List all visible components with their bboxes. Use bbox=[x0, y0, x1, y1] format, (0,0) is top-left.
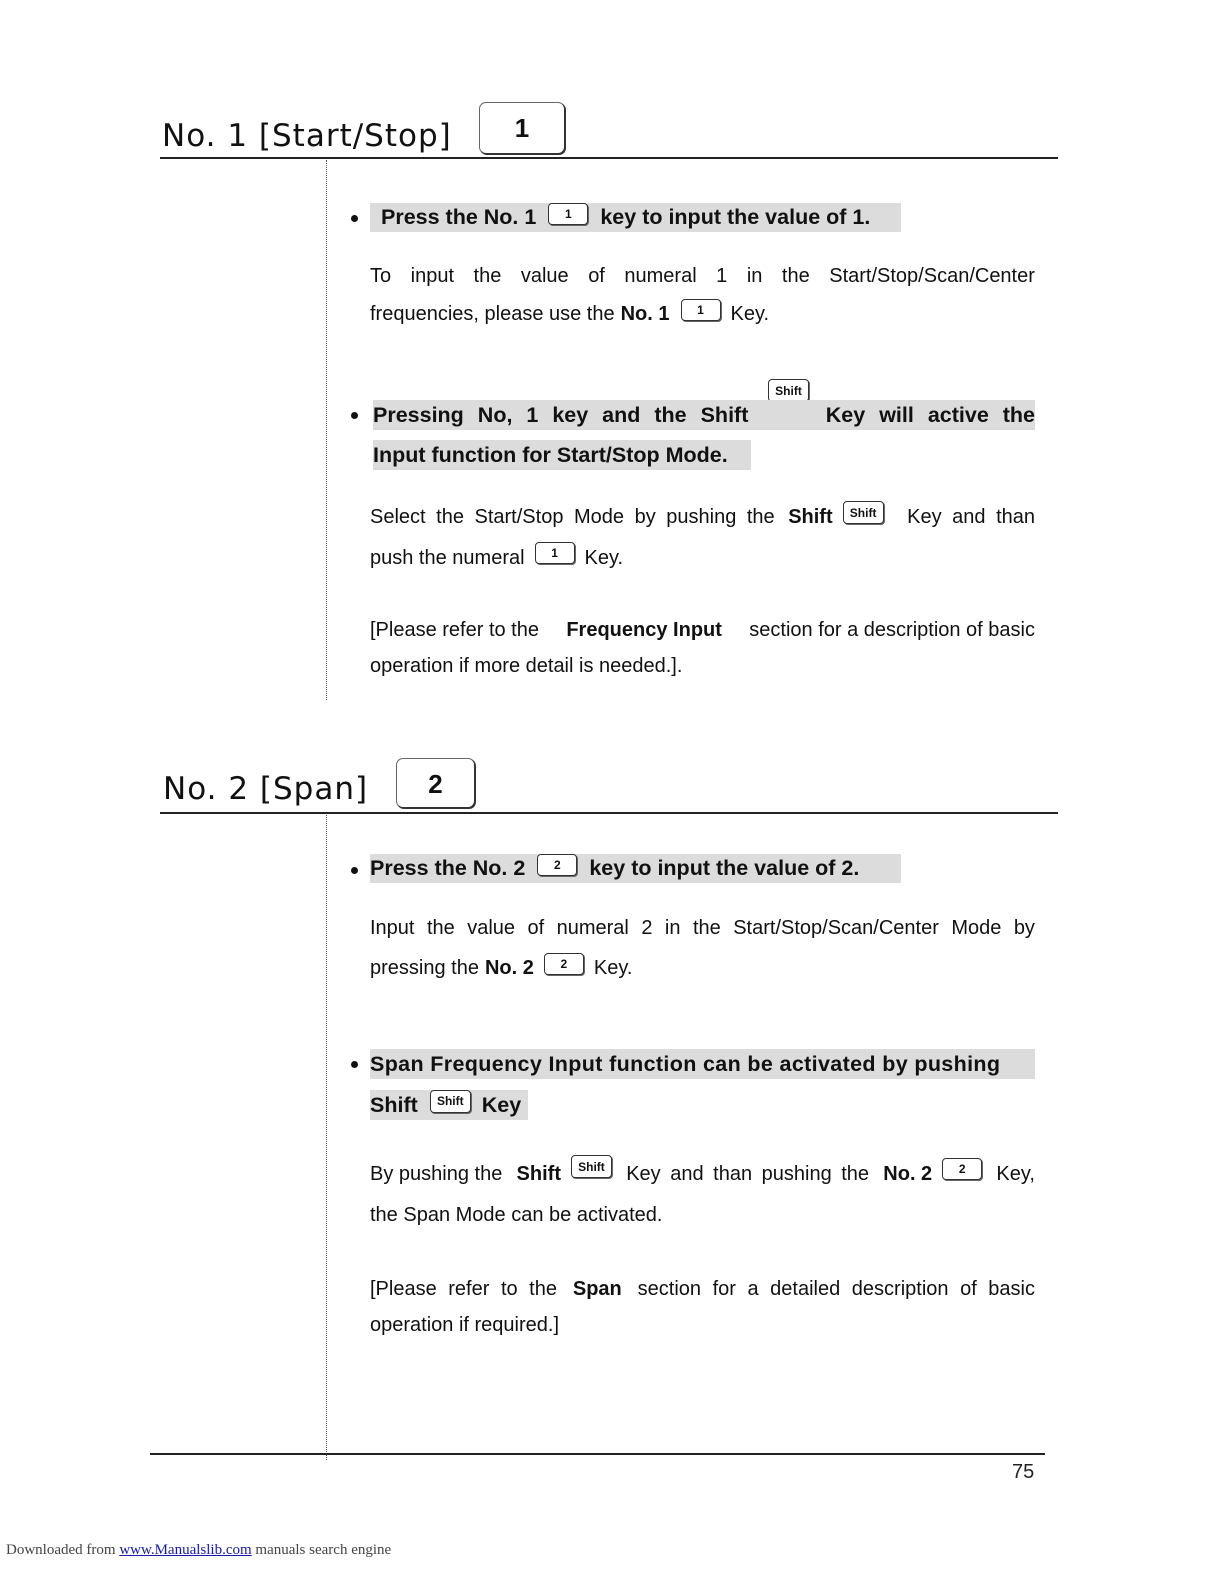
body-text: push the numeral bbox=[370, 547, 525, 569]
section1-bullet2-heading-line1 bbox=[373, 400, 1035, 430]
section2-key-2: 2 bbox=[396, 758, 475, 808]
section1-bullet2-body-line2 bbox=[370, 547, 623, 570]
body-text: section for a description of basic bbox=[749, 619, 1035, 641]
footer-text: manuals search engine bbox=[255, 1542, 392, 1558]
heading-text: Press the No. 1 bbox=[381, 205, 537, 229]
body-text: frequencies, please use the bbox=[370, 303, 615, 325]
key-1-icon: 1 bbox=[681, 299, 721, 321]
download-footer bbox=[6, 1542, 391, 1559]
body-text: Select the Start/Stop Mode by pushing the bbox=[370, 506, 775, 528]
section1-note-line1 bbox=[370, 619, 1035, 642]
heading-text: Pressing No, 1 key and the Shift bbox=[373, 402, 749, 427]
body-bold: No. 2 bbox=[883, 1163, 933, 1185]
section2-margin-line bbox=[326, 815, 327, 1460]
body-text: [Please refer to the bbox=[370, 619, 539, 641]
shift-key-icon: Shift bbox=[768, 379, 809, 402]
manualslib-link[interactable]: www.Manualslib.com bbox=[119, 1542, 252, 1558]
heading-text: Shift bbox=[370, 1092, 418, 1117]
section1-note-line2: operation if more detail is needed.]. bbox=[370, 655, 683, 677]
shift-key-icon: Shift bbox=[843, 501, 884, 524]
heading-text: Press the No. 2 bbox=[370, 856, 526, 880]
heading-text: Span Frequency Input function can be activated by pushing bbox=[370, 1051, 1001, 1076]
body-bold: No. 1 bbox=[620, 303, 670, 325]
body-text: Key. bbox=[593, 957, 633, 979]
body-text: section for a detailed description of basic bbox=[637, 1278, 1035, 1300]
heading-text: key to input the value of 1. bbox=[600, 205, 871, 229]
section1-margin-line bbox=[326, 160, 327, 700]
body-text: [Please refer to the bbox=[370, 1278, 557, 1300]
shift-key-icon: Shift bbox=[571, 1155, 612, 1178]
section2-bullet1-body-line2 bbox=[370, 957, 632, 980]
section1-bullet2-heading-line2: Input function for Start/Stop Mode. bbox=[373, 440, 751, 470]
body-bold: Shift bbox=[788, 506, 833, 528]
bullet bbox=[351, 412, 358, 419]
section1-rule bbox=[160, 157, 1058, 159]
section2-bullet2-body-line2: the Span Mode can be activated. bbox=[370, 1204, 663, 1226]
bullet bbox=[351, 867, 358, 874]
section1-key-1: 1 bbox=[479, 102, 565, 154]
section2-rule bbox=[160, 812, 1058, 814]
section1-bullet2-body-line1 bbox=[370, 506, 1035, 529]
section1-bullet1-body-line2 bbox=[370, 303, 769, 326]
section2-note-line1 bbox=[370, 1278, 1035, 1301]
body-text: pressing the bbox=[370, 957, 479, 979]
section1-title: No. 1 [Start/Stop] bbox=[162, 118, 452, 154]
section2-bullet2-body-line1 bbox=[370, 1159, 1035, 1186]
heading-text: key to input the value of 2. bbox=[589, 856, 860, 880]
section1-bullet1-body-line1: To input the value of numeral 1 in the Start/Stop/Scan/Center bbox=[370, 265, 1035, 287]
body-text: Key and than bbox=[907, 506, 1035, 528]
section2-bullet2-heading-line2 bbox=[370, 1090, 528, 1120]
page-number: 75 bbox=[1012, 1461, 1035, 1483]
heading-text: Key will active the bbox=[825, 402, 1035, 427]
bullet bbox=[351, 1061, 358, 1068]
section2-bullet2-heading-line1 bbox=[370, 1049, 1035, 1079]
shift-key-icon: Shift bbox=[430, 1090, 471, 1113]
body-bold: Span bbox=[572, 1278, 622, 1300]
body-text: By pushing the bbox=[370, 1163, 503, 1185]
key-1-icon: 1 bbox=[548, 203, 588, 225]
body-bold: Shift bbox=[516, 1163, 561, 1185]
key-2-icon: 2 bbox=[544, 953, 584, 975]
bullet bbox=[351, 215, 358, 222]
body-text: Key and than pushing the bbox=[626, 1163, 870, 1185]
key-2-icon: 2 bbox=[942, 1158, 982, 1180]
body-text: Key. bbox=[730, 303, 770, 325]
body-bold: Frequency Input bbox=[566, 619, 722, 641]
section2-bullet1-heading bbox=[370, 854, 901, 883]
footer-rule bbox=[150, 1453, 1045, 1455]
key-1-icon: 1 bbox=[535, 542, 575, 564]
section1-bullet1-heading bbox=[370, 203, 901, 232]
body-text: Key, bbox=[996, 1163, 1035, 1185]
footer-text: Downloaded from bbox=[6, 1542, 116, 1558]
body-bold: No. 2 bbox=[484, 957, 534, 979]
key-2-icon: 2 bbox=[537, 854, 577, 876]
section2-title: No. 2 [Span] bbox=[163, 771, 369, 807]
section2-note-line2: operation if required.] bbox=[370, 1314, 560, 1336]
body-text: Key. bbox=[584, 547, 624, 569]
section2-bullet1-body-line1: Input the value of numeral 2 in the Start/Stop/Scan/Center Mode by bbox=[370, 917, 1035, 939]
heading-text: Key bbox=[481, 1092, 522, 1117]
